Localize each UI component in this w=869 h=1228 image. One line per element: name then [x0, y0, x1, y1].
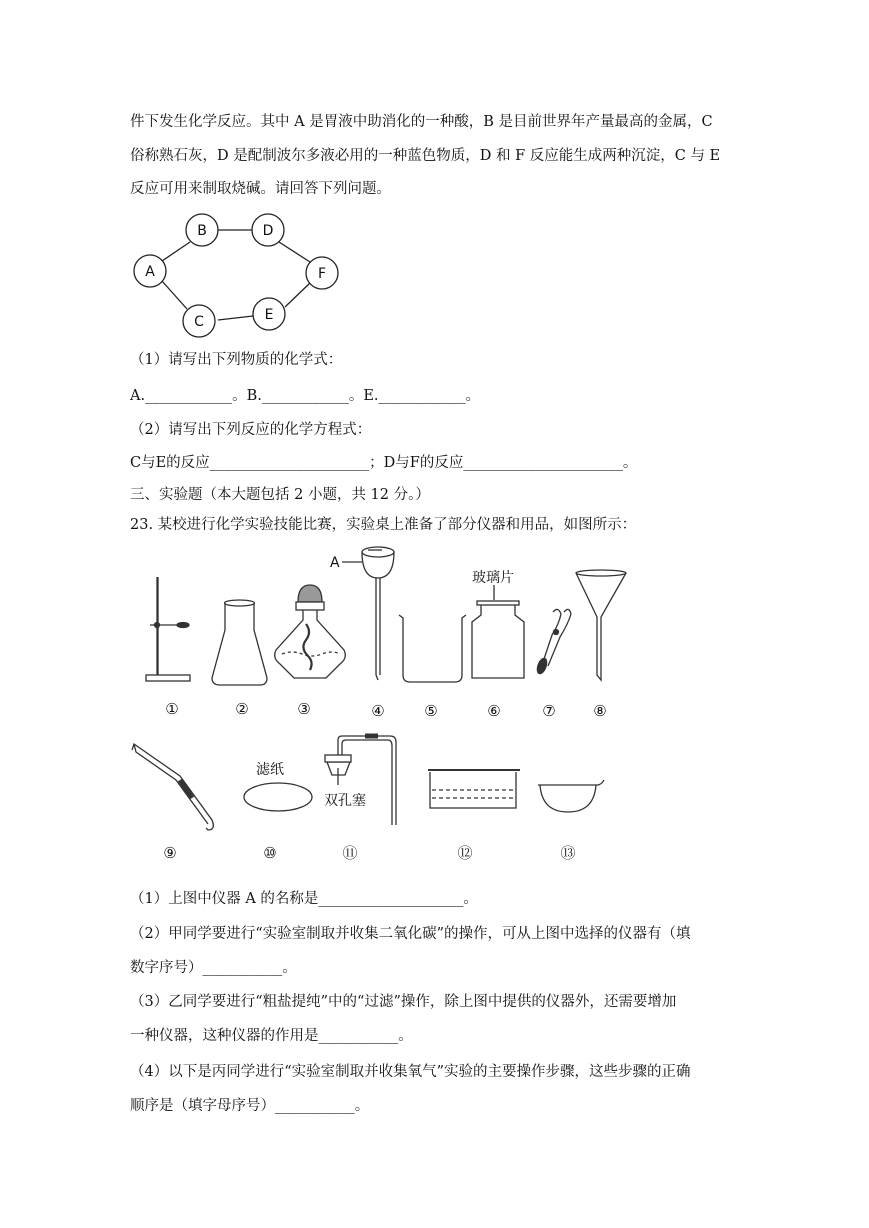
iron-stand-drawing	[146, 577, 190, 681]
funnel-drawing	[576, 570, 626, 680]
apparatus-number-9: ⑨	[163, 844, 177, 862]
q22-part2-answer: C与E的反应______________________；D与F的反应______________________。	[130, 455, 638, 471]
node-d-label: D	[262, 223, 274, 239]
filter-paper-drawing	[244, 783, 312, 811]
q23-part4-line2: 顺序是（填字母序号）___________。	[130, 1098, 370, 1114]
figure-label-two-hole-stopper: 双孔塞	[324, 793, 366, 809]
apparatus-number-3: ③	[297, 700, 311, 718]
intro-line-1: 件下发生化学反应。其中 A 是胃液中助消化的一种酸，B 是目前世界年产量最高的金属，C	[130, 114, 713, 130]
gas-jar-drawing	[472, 585, 524, 678]
two-hole-stopper-drawing	[325, 736, 396, 825]
edge-a-b	[162, 242, 190, 261]
apparatus-number-13: ⑬	[560, 844, 576, 862]
figure-label-glass-slide: 玻璃片	[472, 570, 514, 586]
q23-part2-line1: （2）甲同学要进行“实验室制取并收集二氧化碳”的操作，可从上图中选择的仪器有（填	[130, 926, 691, 942]
q22-part2-prompt: （2）请写出下列反应的化学方程式：	[130, 422, 372, 438]
bent-glass-tube-drawing	[132, 744, 213, 830]
crucible-tongs-drawing	[536, 609, 571, 674]
node-a-label: A	[145, 264, 155, 280]
node-e-label: E	[264, 307, 274, 323]
node-c-label: C	[194, 314, 204, 330]
edge-c-e	[218, 316, 253, 320]
evaporating-dish-drawing	[538, 780, 604, 812]
q23-part1: （1）上图中仪器 A 的名称是____________________。	[130, 891, 478, 907]
edge-d-f	[279, 242, 310, 262]
section-heading: 三、实验题（本大题包括 2 小题，共 12 分。）	[130, 487, 430, 503]
q22-part1-answer: A.____________。B.____________。E.____________。	[130, 388, 481, 404]
node-f-label: F	[317, 266, 327, 282]
apparatus-number-10: ⑩	[263, 844, 277, 862]
apparatus-number-6: ⑥	[487, 702, 501, 720]
apparatus-figure	[120, 540, 640, 870]
edge-a-c	[162, 281, 187, 309]
alcohol-lamp-drawing	[275, 585, 346, 678]
figure-label-a: A	[330, 555, 340, 571]
q22-part1-prompt: （1）请写出下列物质的化学式：	[130, 352, 343, 368]
apparatus-number-7: ⑦	[542, 702, 556, 720]
node-b-label: B	[197, 223, 207, 239]
q23-part3-line2: 一种仪器，这种仪器的作用是___________。	[130, 1028, 413, 1044]
q23-part2-line2: 数字序号）___________。	[130, 960, 297, 976]
apparatus-number-4: ④	[371, 702, 385, 720]
apparatus-number-1: ①	[165, 700, 179, 718]
q23-part4-line1: （4）以下是丙同学进行“实验室制取并收集氧气”实验的主要操作步骤，这些步骤的正确	[130, 1064, 691, 1080]
intro-line-2: 俗称熟石灰，D 是配制波尔多液必用的一种蓝色物质，D 和 F 反应能生成两种沉淀，C 与 E	[130, 148, 721, 164]
beaker-drawing	[399, 615, 466, 682]
apparatus-number-11: ⑪	[342, 844, 358, 862]
conical-flask-drawing	[212, 600, 267, 685]
reaction-network-diagram	[128, 210, 348, 340]
q23-part3-line1: （3）乙同学要进行“粗盐提纯”中的“过滤”操作，除上图中提供的仪器外，还需要增加	[130, 994, 677, 1010]
intro-line-3: 反应可用来制取烧碱。请回答下列问题。	[130, 181, 391, 197]
water-trough-drawing	[428, 770, 520, 808]
figure-label-filter-paper: 滤纸	[256, 762, 284, 778]
apparatus-number-8: ⑧	[593, 702, 607, 720]
q23-stem: 23. 某校进行化学实验技能比赛，实验桌上准备了部分仪器和用品，如图所示：	[130, 517, 637, 533]
apparatus-number-5: ⑤	[424, 702, 438, 720]
separatory-funnel-drawing	[342, 547, 394, 680]
edge-e-f	[285, 282, 311, 307]
apparatus-number-12: ⑫	[457, 844, 473, 862]
apparatus-number-2: ②	[235, 700, 249, 718]
